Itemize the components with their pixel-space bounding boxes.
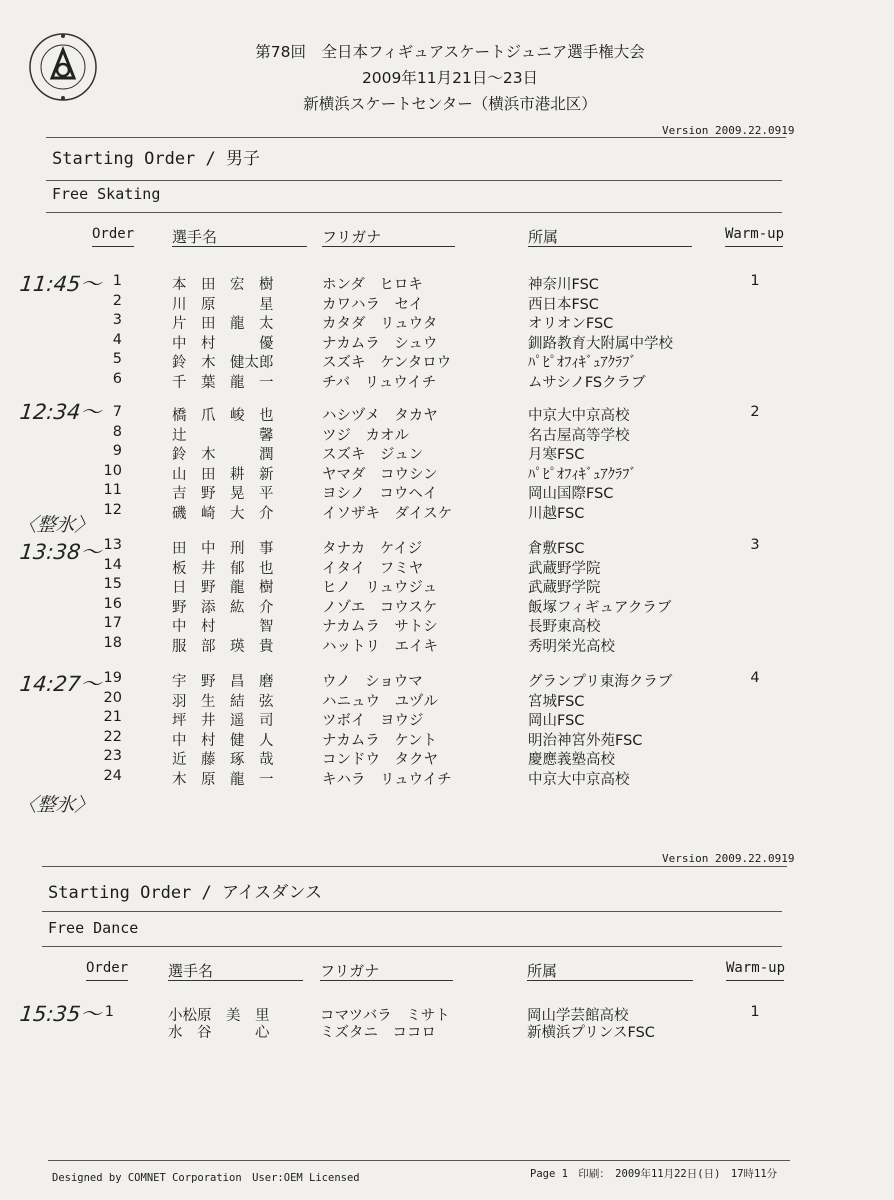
skater-club: 武蔵野学院 (528, 560, 601, 577)
entry-order: 18 (103, 634, 122, 651)
col-header-club: 所属 (527, 962, 558, 980)
footer-page-print: Page 1 印刷： 2009年11月22日(日) 17時11分 (530, 1168, 778, 1180)
col-header-name: 選手名 (172, 228, 218, 246)
skater-name: 服 部 瑛 貴 (172, 638, 274, 655)
skater-club: 月寒FSC (528, 447, 585, 463)
skater-name: 木 原 龍 一 (172, 771, 274, 788)
col-underline (527, 980, 693, 981)
handwritten-ice-resurfacing: 〈整氷〉 (16, 794, 96, 816)
entry-order: 10 (103, 462, 122, 479)
skater-club: 岡山FSC (528, 713, 585, 729)
col-underline (172, 246, 307, 247)
entry-order: 21 (103, 709, 122, 725)
skater-name: 板 井 郁 也 (172, 560, 274, 577)
table-row (0, 332, 894, 352)
skater-club: グランプリ東海クラブ (528, 674, 673, 690)
col-underline (86, 980, 128, 981)
table-row (0, 670, 894, 690)
skater-furigana: スズキ ジュン (322, 447, 424, 463)
skater-club: 慶應義塾高校 (528, 752, 615, 768)
entry-order: 11 (103, 482, 122, 498)
col-header-furigana: フリガナ (322, 228, 382, 246)
table-row (0, 482, 894, 502)
entry-order: 8 (112, 423, 122, 440)
entry-order: 1 (112, 273, 122, 289)
skater-club: 中京大中京高校 (528, 408, 630, 424)
divider (46, 180, 782, 181)
skater-furigana: ハニュウ ユヅル (322, 693, 438, 710)
col-header-order: Order (86, 960, 129, 976)
skater-club: 中京大中京高校 (528, 771, 630, 788)
skater-name: 宇 野 昌 磨 (172, 674, 274, 690)
col-underline (322, 246, 455, 247)
col-header-club: 所属 (528, 228, 559, 246)
entry-order: 13 (103, 537, 122, 553)
skater-furigana: ヨシノ コウヘイ (322, 486, 438, 502)
skater-name: 吉 野 晃 平 (172, 486, 274, 502)
table-row (0, 463, 894, 483)
skater-club: 西日本FSC (528, 296, 599, 313)
skater-name: 中 村 優 (172, 335, 274, 352)
table-row (0, 709, 894, 729)
skater-club: 神奈川FSC (528, 277, 599, 293)
table-row (0, 635, 894, 655)
skater-furigana: イタイ フミヤ (322, 560, 424, 577)
skater-name: 川 原 星 (172, 296, 274, 313)
section-title-dance: Starting Order / アイスダンス (48, 883, 322, 903)
skater-name: 辻 馨 (172, 427, 274, 444)
table-row (0, 424, 894, 444)
skater-name: 坪 井 遥 司 (172, 713, 274, 729)
subtitle-free-dance: Free Dance (48, 919, 139, 937)
table-row (0, 371, 894, 391)
col-header-name: 選手名 (168, 962, 214, 980)
footer-designer: Designed by COMNET Corporation User:OEM Licensed (52, 1172, 360, 1184)
table-row (0, 576, 894, 596)
skater-club: 飯塚フィギュアクラブ (528, 599, 672, 616)
divider (42, 946, 782, 947)
skating-federation-logo (28, 32, 98, 102)
skater-furigana: ホンダ ヒロキ (322, 277, 423, 293)
skater-name: 山 田 耕 新 (172, 466, 274, 483)
col-header-furigana: フリガナ (320, 962, 380, 980)
table-row (0, 404, 894, 424)
skater-name: 中 村 智 (172, 619, 274, 635)
skater-furigana: ヒノ リュウジュ (322, 580, 438, 596)
skater-club: 宮城FSC (528, 693, 585, 710)
divider (46, 212, 782, 213)
skater-furigana: ツジ カオル (322, 427, 409, 444)
skater-club: 明治神宮外苑FSC (528, 732, 643, 749)
skater-club: 岡山学芸館高校 (527, 1008, 629, 1024)
skater-name: 中 村 健 人 (172, 732, 274, 749)
section-title-men: Starting Order / 男子 (52, 149, 260, 169)
skater-name: 本 田 宏 樹 (172, 277, 274, 293)
skater-furigana: ノゾエ コウスケ (322, 599, 438, 616)
table-row (0, 351, 894, 371)
entry-order: 6 (112, 370, 122, 387)
table-row (0, 1021, 894, 1041)
subtitle-free-skating: Free Skating (52, 185, 161, 203)
skater-name: 日 野 龍 樹 (172, 580, 274, 596)
entry-order: 3 (112, 312, 122, 328)
skater-furigana: ミズタニ ココロ (320, 1025, 436, 1041)
skater-furigana: ナカムラ シュウ (322, 335, 438, 352)
skater-name: 磯 崎 大 介 (172, 505, 274, 522)
entry-order: 2 (112, 292, 122, 309)
skater-club: ﾊﾟﾋﾟｵﾌｨｷﾞｭｱｸﾗﾌﾞ (528, 466, 637, 483)
table-row (0, 443, 894, 463)
skater-club: 岡山国際FSC (528, 486, 614, 502)
table-row (0, 312, 894, 332)
col-underline (168, 980, 303, 981)
skater-furigana: タナカ ケイジ (322, 541, 423, 557)
version-label: Version 2009.22.0919 (662, 124, 795, 137)
skater-name: 鈴 木 潤 (172, 447, 274, 463)
skater-name: 野 添 紘 介 (172, 599, 274, 616)
skater-club: 倉敷FSC (528, 541, 585, 557)
skater-club: 武蔵野学院 (528, 580, 601, 596)
handwritten-time: 11:45～ (18, 272, 103, 296)
table-row (0, 615, 894, 635)
skater-club: 新横浜プリンスFSC (527, 1025, 655, 1041)
table-row (0, 768, 894, 788)
skater-furigana: コマツバラ ミサト (320, 1008, 450, 1024)
col-header-order: Order (92, 226, 135, 242)
skater-furigana: カワハラ セイ (322, 296, 424, 313)
skater-club: ﾊﾟﾋﾟｵﾌｨｷﾞｭｱｸﾗﾌﾞ (528, 355, 637, 371)
skater-name: 鈴 木 健太郎 (172, 355, 274, 371)
col-underline (528, 246, 692, 247)
entry-order: 7 (112, 404, 122, 420)
entry-order: 4 (112, 331, 122, 348)
handwritten-time: 13:38～ (18, 540, 103, 564)
skater-name: 田 中 刑 事 (172, 541, 274, 557)
warmup-group: 4 (750, 670, 760, 686)
skater-club: ムサシノFSクラブ (528, 374, 646, 391)
handwritten-time: 12:34～ (18, 400, 103, 424)
col-underline (726, 980, 784, 981)
warmup-group: 1 (750, 273, 760, 289)
skater-furigana: ナカムラ ケント (322, 732, 437, 749)
handwritten-time: 14:27～ (18, 672, 103, 696)
skater-furigana: ツボイ ヨウジ (322, 713, 424, 729)
table-row (0, 729, 894, 749)
table-row (0, 557, 894, 577)
skater-name: 水 谷 心 (168, 1025, 270, 1041)
table-row (0, 690, 894, 710)
col-header-warmup: Warm-up (726, 960, 786, 976)
skater-furigana: ハットリ エイキ (322, 638, 438, 655)
table-row (0, 273, 894, 293)
entry-order: 24 (103, 767, 122, 784)
table-row (0, 596, 894, 616)
event-dates: 2009年11月21日～23日 (361, 69, 539, 87)
col-underline (92, 246, 134, 247)
handwritten-time: 15:35～ (18, 1002, 103, 1026)
entry-order: 15 (103, 576, 122, 592)
skater-name: 片 田 龍 太 (172, 316, 274, 332)
table-row (0, 537, 894, 557)
event-title: 第78回 全日本フィギュアスケートジュニア選手権大会 (255, 43, 645, 61)
entry-order: 20 (103, 689, 122, 706)
skater-club: 長野東高校 (528, 619, 601, 635)
skater-furigana: コンドウ タクヤ (322, 752, 438, 768)
skater-club: 川越FSC (528, 505, 585, 522)
skater-furigana: ナカムラ サトシ (322, 619, 438, 635)
handwritten-ice-resurfacing: 〈整氷〉 (16, 514, 96, 536)
entry-order: 9 (112, 443, 122, 459)
divider (48, 1160, 790, 1161)
skater-name: 羽 生 結 弦 (172, 693, 274, 710)
col-underline (725, 246, 783, 247)
warmup-group: 1 (750, 1004, 760, 1020)
skater-furigana: ヤマダ コウシン (322, 466, 438, 483)
skater-furigana: カタダ リュウタ (322, 316, 438, 332)
entry-order: 5 (112, 351, 122, 367)
entry-order: 17 (103, 615, 122, 631)
col-underline (320, 980, 453, 981)
skater-club: 名古屋高等学校 (528, 427, 630, 444)
entry-order: 19 (103, 670, 122, 686)
skater-furigana: キハラ リュウイチ (322, 771, 452, 788)
col-header-warmup: Warm-up (725, 226, 785, 242)
divider (46, 137, 786, 138)
skater-furigana: ウノ ショウマ (322, 674, 423, 690)
skater-name: 近 藤 琢 哉 (172, 752, 274, 768)
version-label: Version 2009.22.0919 (662, 852, 795, 865)
skater-furigana: チバ リュウイチ (322, 374, 437, 391)
entry-order: 16 (103, 595, 122, 612)
table-row (0, 293, 894, 313)
skater-name: 橋 爪 峻 也 (172, 408, 274, 424)
table-row (0, 748, 894, 768)
divider (42, 911, 782, 912)
entry-order: 22 (103, 728, 122, 745)
skater-furigana: ハシヅメ タカヤ (322, 408, 438, 424)
divider (42, 866, 787, 867)
warmup-group: 2 (750, 404, 760, 420)
entry-order: 12 (103, 501, 122, 518)
skater-club: 釧路教育大附属中学校 (528, 335, 673, 352)
table-row (0, 502, 894, 522)
skater-name: 千 葉 龍 一 (172, 374, 274, 391)
entry-order: 1 (104, 1004, 114, 1020)
entry-order: 23 (103, 748, 122, 764)
warmup-group: 3 (750, 537, 760, 553)
skater-club: オリオンFSC (528, 316, 614, 332)
skater-furigana: スズキ ケンタロウ (322, 355, 452, 371)
entry-order: 14 (103, 556, 122, 573)
skater-name: 小松原 美 里 (168, 1008, 270, 1024)
skater-club: 秀明栄光高校 (528, 638, 615, 655)
skater-furigana: イソザキ ダイスケ (322, 505, 453, 522)
event-venue: 新横浜スケートセンター（横浜市港北区） (303, 95, 597, 113)
